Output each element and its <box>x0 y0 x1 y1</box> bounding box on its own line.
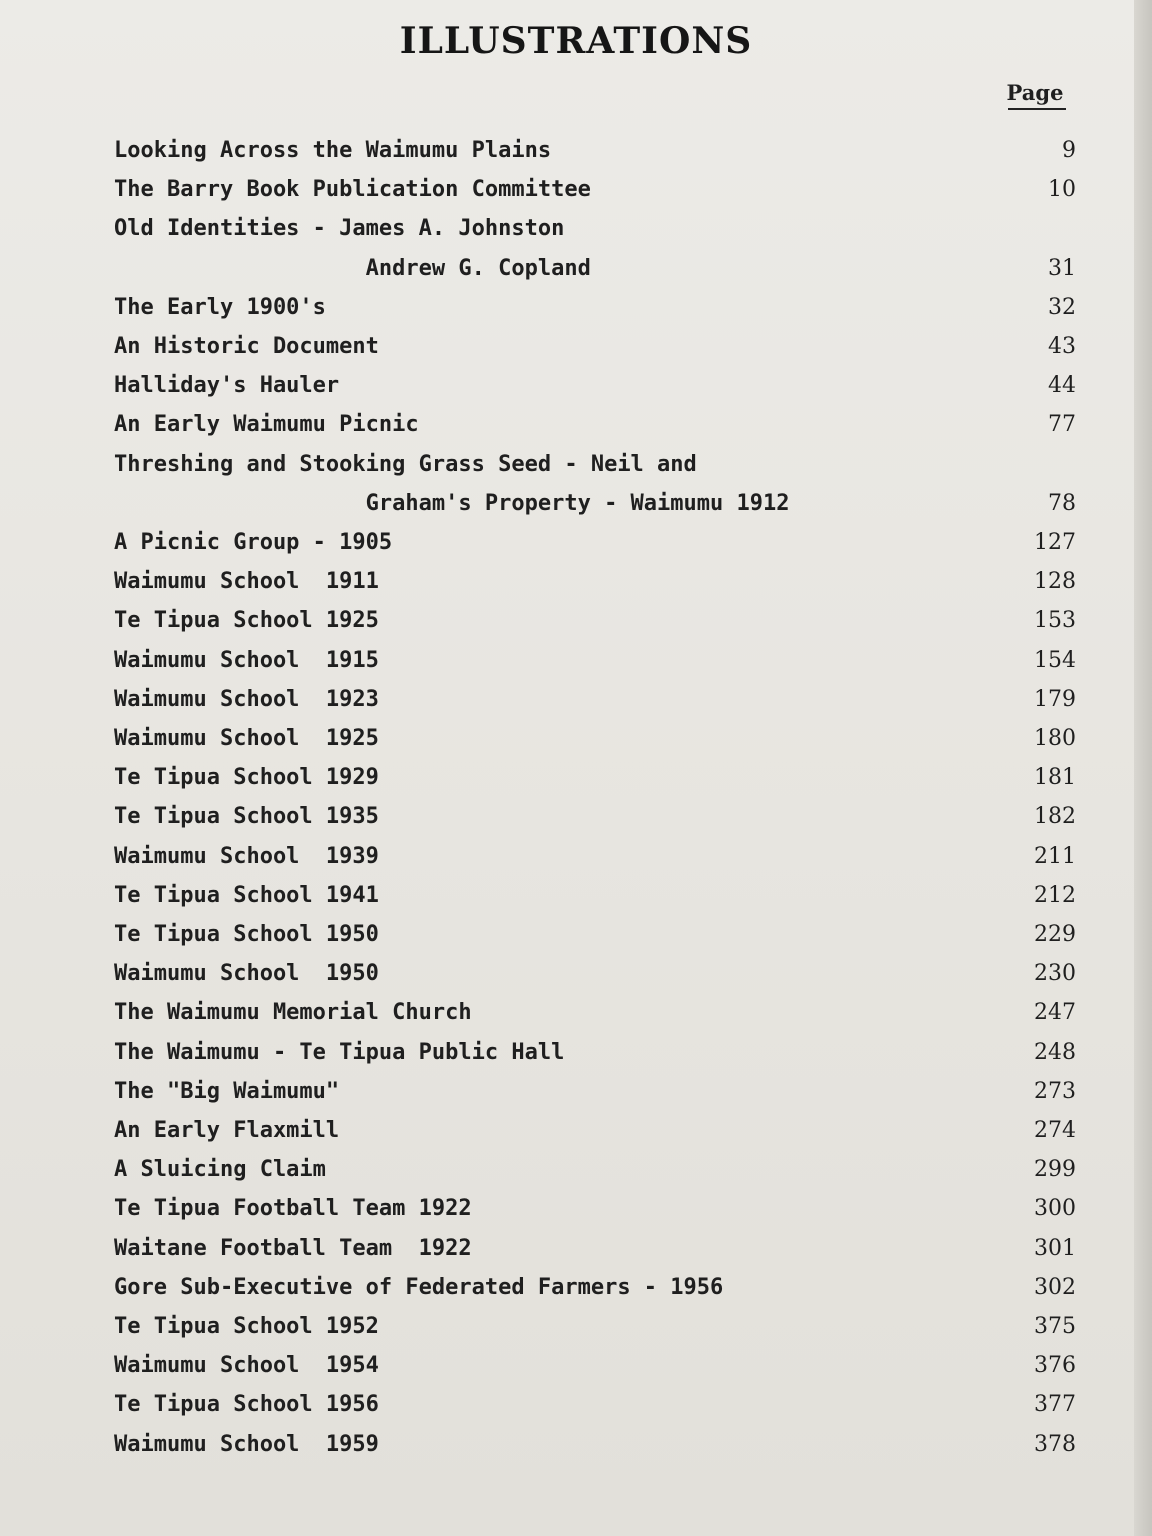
list-item <box>114 1077 1076 1107</box>
illustration-title: The Waimumu - Te Tipua Public Hall <box>114 1039 565 1065</box>
page-number: 229 <box>1034 922 1076 947</box>
list-item <box>114 1390 1076 1420</box>
illustration-title: Te Tipua School 1925 <box>114 608 379 634</box>
list-item <box>114 763 1076 793</box>
page-number: 179 <box>1034 686 1076 712</box>
page-number: 9 <box>1062 138 1076 163</box>
page-number: 128 <box>1034 569 1076 595</box>
page-number: 302 <box>1034 1274 1076 1300</box>
page-number: 32 <box>1048 294 1076 320</box>
list-item <box>114 881 1076 911</box>
illustration-title: Old Identities - James A. Johnston <box>114 216 565 242</box>
illustration-title: Te Tipua School 1950 <box>114 922 379 947</box>
illustration-title: Waimumu School 1915 <box>114 647 379 673</box>
page-number: 299 <box>1034 1157 1076 1183</box>
list-item <box>114 1273 1076 1303</box>
list-item <box>114 1155 1076 1185</box>
list-item <box>114 489 1076 519</box>
illustration-title: Waimumu School 1925 <box>114 726 379 751</box>
page-column-header: Page <box>1006 80 1064 105</box>
page-number: 300 <box>1034 1196 1076 1222</box>
page-number: 301 <box>1034 1235 1076 1261</box>
list-item <box>114 214 1062 244</box>
page-number: 376 <box>1034 1353 1076 1379</box>
illustration-title: An Early Flaxmill <box>114 1118 340 1143</box>
list-item <box>114 450 1062 480</box>
page-number: 230 <box>1034 961 1076 987</box>
illustration-title: A Sluicing Claim <box>114 1157 326 1183</box>
list-item <box>114 606 1076 636</box>
list-item <box>114 1430 1076 1460</box>
list-item <box>114 685 1076 715</box>
page-number: 127 <box>1034 530 1076 555</box>
list-item <box>114 410 1076 440</box>
page-number: 377 <box>1034 1392 1076 1418</box>
illustration-title: The "Big Waimumu" <box>114 1078 340 1104</box>
illustration-title: Waimumu School 1911 <box>114 569 379 595</box>
illustration-title: Waitane Football Team 1922 <box>114 1235 472 1261</box>
list-item <box>114 332 1076 362</box>
illustration-title: Gore Sub-Executive of Federated Farmers - 1956 <box>114 1274 724 1300</box>
list-item <box>114 1038 1076 1068</box>
list-item <box>114 646 1076 676</box>
list-item <box>114 254 1076 284</box>
illustration-title: The Barry Book Publication Committee <box>114 177 591 203</box>
list-item <box>114 1194 1076 1224</box>
illustration-title: Te Tipua School 1935 <box>114 804 379 830</box>
page-number: 43 <box>1048 334 1076 359</box>
list-item <box>114 1351 1076 1381</box>
page-column-underline <box>1008 108 1066 110</box>
page-number: 77 <box>1048 412 1076 438</box>
list-item <box>114 175 1076 205</box>
illustration-title: Te Tipua School 1941 <box>114 882 379 908</box>
list-item <box>114 724 1076 754</box>
page-title: ILLUSTRATIONS <box>399 20 753 62</box>
page-number: 154 <box>1034 647 1076 673</box>
illustration-title: Waimumu School 1923 <box>114 686 379 712</box>
list-item <box>114 842 1076 872</box>
page-number: 10 <box>1048 177 1076 203</box>
illustration-title: A Picnic Group - 1905 <box>114 530 393 555</box>
list-item <box>114 293 1076 323</box>
illustration-title: Looking Across the Waimumu Plains <box>114 138 552 163</box>
illustration-title: Halliday's Hauler <box>114 373 340 399</box>
page-number: 247 <box>1034 1000 1076 1026</box>
page-number: 248 <box>1034 1039 1076 1065</box>
list-item <box>114 1234 1076 1264</box>
page-number: 375 <box>1034 1314 1076 1339</box>
list-item <box>114 1116 1076 1146</box>
list-item <box>114 528 1076 558</box>
illustration-title: Te Tipua School 1952 <box>114 1314 379 1339</box>
page-edge-shadow <box>1134 0 1152 1536</box>
list-item <box>114 1312 1076 1342</box>
page-number: 181 <box>1034 765 1076 791</box>
page-number: 273 <box>1034 1078 1076 1104</box>
illustration-title: The Waimumu Memorial Church <box>114 1000 472 1026</box>
illustration-title: Te Tipua School 1929 <box>114 765 379 791</box>
illustration-title: Waimumu School 1959 <box>114 1431 379 1457</box>
page-number: 211 <box>1034 843 1076 869</box>
page-number: 182 <box>1034 804 1076 830</box>
page-number: 378 <box>1034 1431 1076 1457</box>
list-item <box>114 136 1076 166</box>
illustration-title: Andrew G. Copland <box>114 255 591 281</box>
page-number: 78 <box>1048 490 1076 516</box>
illustration-title: Waimumu School 1950 <box>114 961 379 987</box>
illustration-title: An Early Waimumu Picnic <box>114 412 419 438</box>
illustration-title: An Historic Document <box>114 334 379 359</box>
illustration-title: Threshing and Stooking Grass Seed - Neil and <box>114 451 697 477</box>
illustration-title: Te Tipua Football Team 1922 <box>114 1196 472 1222</box>
list-item <box>114 567 1076 597</box>
page-number: 153 <box>1034 608 1076 634</box>
list-item <box>114 371 1076 401</box>
illustration-title: The Early 1900's <box>114 294 326 320</box>
illustration-title: Te Tipua School 1956 <box>114 1392 379 1418</box>
list-item <box>114 920 1076 950</box>
list-item <box>114 959 1076 989</box>
page-number: 31 <box>1048 255 1076 281</box>
page-number: 212 <box>1034 882 1076 908</box>
page-number: 44 <box>1048 373 1076 399</box>
list-item <box>114 802 1076 832</box>
illustration-title: Graham's Property - Waimumu 1912 <box>114 490 790 516</box>
list-item <box>114 998 1076 1028</box>
illustration-title: Waimumu School 1954 <box>114 1353 379 1379</box>
page-number: 274 <box>1034 1118 1076 1143</box>
page-number: 180 <box>1034 726 1076 751</box>
illustration-title: Waimumu School 1939 <box>114 843 379 869</box>
